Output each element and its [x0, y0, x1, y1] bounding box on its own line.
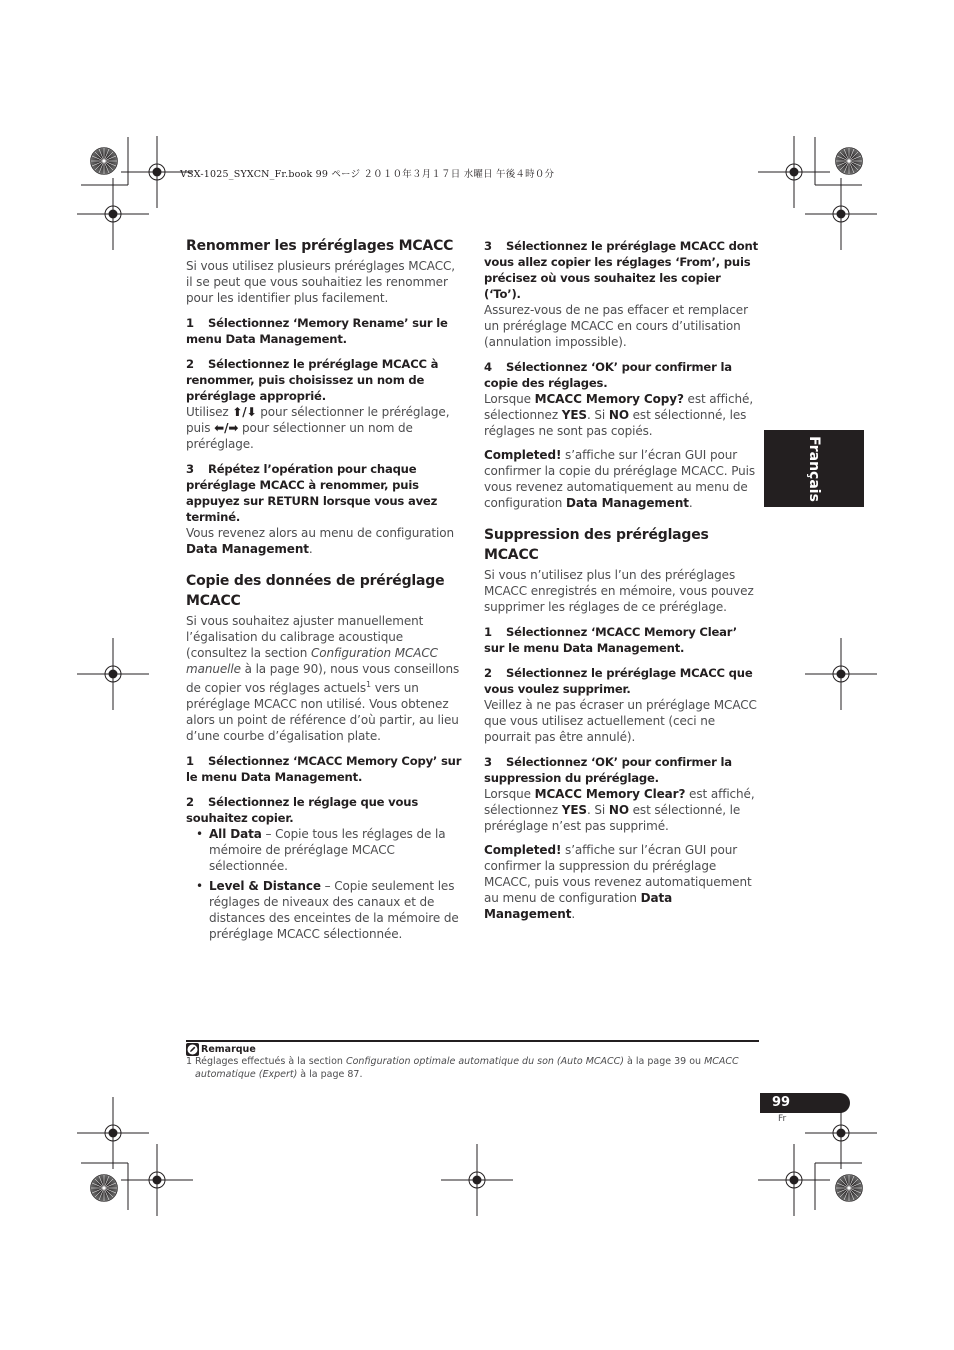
page-language-code: Fr [778, 1114, 787, 1124]
rename-step-2 [186, 356, 462, 404]
cross-reference: Configuration optimale automatique du son (Auto MCACC) [345, 1056, 625, 1067]
body-text: s’affiche sur l’écran GUI pour confirmer la copie du préréglage MCACC. Puis vous revenez automatiquement au menu de configuration [484, 448, 756, 510]
step-text: Sélectionnez le réglage que vous souhaitez copier. [186, 795, 419, 825]
registration-dot-top-left [91, 148, 118, 175]
footnote-text: à la page 87. [297, 1069, 363, 1080]
language-tab-label: Français [806, 435, 822, 502]
body-text: Vous revenez alors au menu de configuration [186, 526, 454, 540]
cross-reference: MCACC [704, 1056, 739, 1067]
no-label: NO [608, 803, 629, 817]
body-text: Lorsque [484, 392, 535, 406]
body-text: Lorsque [484, 787, 535, 801]
body-text: vers un préréglage MCACC non utilisé. Vous obtenez alors un point de référence d’où partir, au lieu d’une courbe d’égalisation plate. [186, 681, 459, 743]
rename-step-2-body [186, 404, 462, 452]
option-description: – Copie tous les réglages de la mémoire de préréglage MCACC sélectionnée. [209, 827, 446, 873]
option-name: All Data [209, 827, 262, 841]
step-number: 4 [484, 360, 492, 374]
rename-step-3-body [186, 525, 462, 557]
step-number: 2 [186, 795, 194, 809]
body-text: . [688, 496, 693, 510]
step-text: Sélectionnez le préréglage MCACC que vous voulez supprimer. [484, 666, 753, 696]
step-text: Sélectionnez ‘MCACC Memory Clear’ sur le menu Data Management. [484, 625, 737, 655]
footnote-line [186, 1068, 756, 1081]
language-tab [764, 430, 864, 507]
body-text: pour sélectionner un nom de préréglage. [186, 421, 413, 451]
body-text: est affiché, sélectionnez [484, 787, 755, 817]
cross-reference: Configuration MCACC manuelle [186, 646, 438, 676]
copy-step-4 [484, 359, 760, 391]
yes-label: YES [561, 408, 587, 422]
step-number: 2 [484, 666, 492, 680]
copy-options-list [186, 826, 462, 942]
registration-dot-bottom-right [836, 1175, 863, 1202]
registration-cross [758, 136, 830, 208]
clear-step-2 [484, 665, 760, 697]
step-text: Sélectionnez ‘MCACC Memory Copy’ sur le menu Data Management. [186, 754, 462, 784]
copy-intro [186, 613, 462, 744]
copy-completed-note [484, 447, 760, 511]
section-title-copy: Copie des données de préréglage MCACC [186, 573, 445, 609]
crop-marks-bottom [81, 1163, 862, 1210]
registration-cross [77, 638, 149, 710]
gui-prompt: MCACC Memory Clear? [534, 787, 686, 801]
footnote-text: à la page 39 ou [624, 1056, 705, 1067]
rename-step-1 [186, 315, 462, 347]
clear-step-3 [484, 754, 760, 786]
pencil-note-icon [186, 1043, 199, 1056]
copy-step-2 [186, 794, 462, 826]
option-name: Level & Distance [209, 879, 321, 893]
list-item [194, 878, 462, 942]
step-text: Sélectionnez ‘Memory Rename’ sur le menu Data Management. [186, 316, 448, 346]
completed-label: Completed! [484, 843, 562, 857]
body-text: . [308, 542, 313, 556]
body-text: s’affiche sur l’écran GUI pour confirmer la suppression du préréglage MCACC, puis vous revenez automatiquement au menu de configuration [484, 843, 752, 905]
step-number: 1 [186, 754, 194, 768]
gui-prompt: MCACC Memory Copy? [534, 392, 684, 406]
body-text: est sélectionné, le préréglage n’est pas supprimé. [484, 803, 741, 833]
list-item [194, 826, 462, 874]
copy-step-3-body: Assurez-vous de ne pas effacer et remplacer un préréglage MCACC en cours d’utilisation (annulation impossible). [484, 303, 748, 349]
registration-dot-bottom-left [91, 1175, 118, 1202]
footnote-number: 1 [186, 1056, 193, 1067]
completed-label: Completed! [484, 448, 562, 462]
option-description: – Copie seulement les réglages de niveaux des canaux et de distances des enceintes de la mémoire de préréglage MCACC sélectionnée. [209, 879, 459, 941]
print-file-header: VSX-1025_SYXCN_Fr.book 99 ページ ２０１０年３月１７日 水曜日 午後４時０分 [180, 169, 555, 180]
clear-step-3-body [484, 786, 760, 834]
step-number: 2 [186, 357, 194, 371]
body-text: est affiché, sélectionnez [484, 392, 754, 422]
section-title-rename: Renommer les préréglages MCACC [186, 238, 454, 254]
remarque-heading [186, 1042, 256, 1056]
right-column [484, 236, 760, 922]
step-number: 1 [484, 625, 492, 639]
footnote-reference: 1 [366, 680, 372, 689]
step-text: Répétez l’opération pour chaque préréglage MCACC à renommer, puis appuyez sur RETURN lorsque vous avez terminé. [186, 462, 438, 524]
page-number: 99 [772, 1095, 791, 1110]
footnote-divider [186, 1040, 759, 1042]
clear-intro: Si vous n’utilisez plus l’un des préréglages MCACC enregistrés en mémoire, vous pouvez supprimer les réglages de ce préréglage. [484, 568, 754, 614]
step-number: 3 [186, 462, 194, 476]
body-text: Utilisez [186, 405, 233, 419]
footnote-text: Réglages effectués à la section [195, 1056, 346, 1067]
registration-cross [441, 1144, 513, 1216]
data-management-label: Data Management [566, 496, 689, 510]
remarque-label: Remarque [201, 1043, 256, 1055]
up-down-arrows-icon: ⬆/⬇ [232, 405, 257, 419]
body-text: Si vous souhaitez ajuster manuellement l’égalisation du calibrage acoustique (consultez la section [186, 614, 424, 660]
body-text: est sélectionné, les réglages ne sont pas copiés. [484, 408, 747, 438]
left-column [186, 236, 462, 942]
no-label: NO [608, 408, 629, 422]
section-title-clear: Suppression des préréglages MCACC [484, 527, 709, 563]
rename-intro: Si vous utilisez plusieurs préréglages MCACC, il se peut que vous souhaitiez les renommer pour les identifier plus facilement. [186, 259, 455, 305]
copy-step-3 [484, 238, 760, 302]
body-text: . Si [586, 803, 609, 817]
left-right-arrows-icon: ⬅/➡ [214, 421, 239, 435]
registration-cross [121, 1144, 193, 1216]
body-text: . [571, 907, 576, 921]
body-text: à la page 90), nous vous conseillons de copier vos réglages actuels [186, 662, 460, 695]
footnote-1 [186, 1055, 756, 1081]
footnote-line [186, 1055, 756, 1068]
clear-step-2-body: Veillez à ne pas écraser un préréglage MCACC que vous utilisez actuellement (ceci ne pourrait pas être annulé). [484, 698, 757, 744]
rename-step-3 [186, 461, 462, 525]
page-number-badge [760, 1093, 850, 1113]
copy-step-4-body [484, 391, 760, 439]
clear-completed-note [484, 842, 760, 922]
body-text: pour sélectionner le préréglage, puis [186, 405, 450, 435]
step-text: Sélectionnez ‘OK’ pour confirmer la copie des réglages. [484, 360, 732, 390]
clear-step-1 [484, 624, 760, 656]
step-text: Sélectionnez ‘OK’ pour confirmer la suppression du préréglage. [484, 755, 732, 785]
registration-cross [77, 178, 149, 250]
registration-cross [758, 1144, 830, 1216]
step-number: 3 [484, 239, 492, 253]
step-text: Sélectionnez le préréglage MCACC dont vous allez copier les réglages ‘From’, puis précisez où vous souhaitez les copier (‘To’). [484, 239, 758, 301]
cross-reference: automatique (Expert) [195, 1069, 298, 1080]
step-number: 1 [186, 316, 194, 330]
step-text: Sélectionnez le préréglage MCACC à renommer, puis choisissez un nom de préréglage approprié. [186, 357, 439, 403]
copy-step-1 [186, 753, 462, 785]
registration-cross [805, 178, 877, 250]
step-number: 3 [484, 755, 492, 769]
data-management-label: Data Management [186, 542, 309, 556]
registration-dot-top-right [836, 148, 863, 175]
data-management-label: Data Management [484, 891, 673, 921]
body-text: . Si [586, 408, 609, 422]
registration-cross [805, 638, 877, 710]
yes-label: YES [561, 803, 587, 817]
registration-cross [77, 1097, 149, 1169]
